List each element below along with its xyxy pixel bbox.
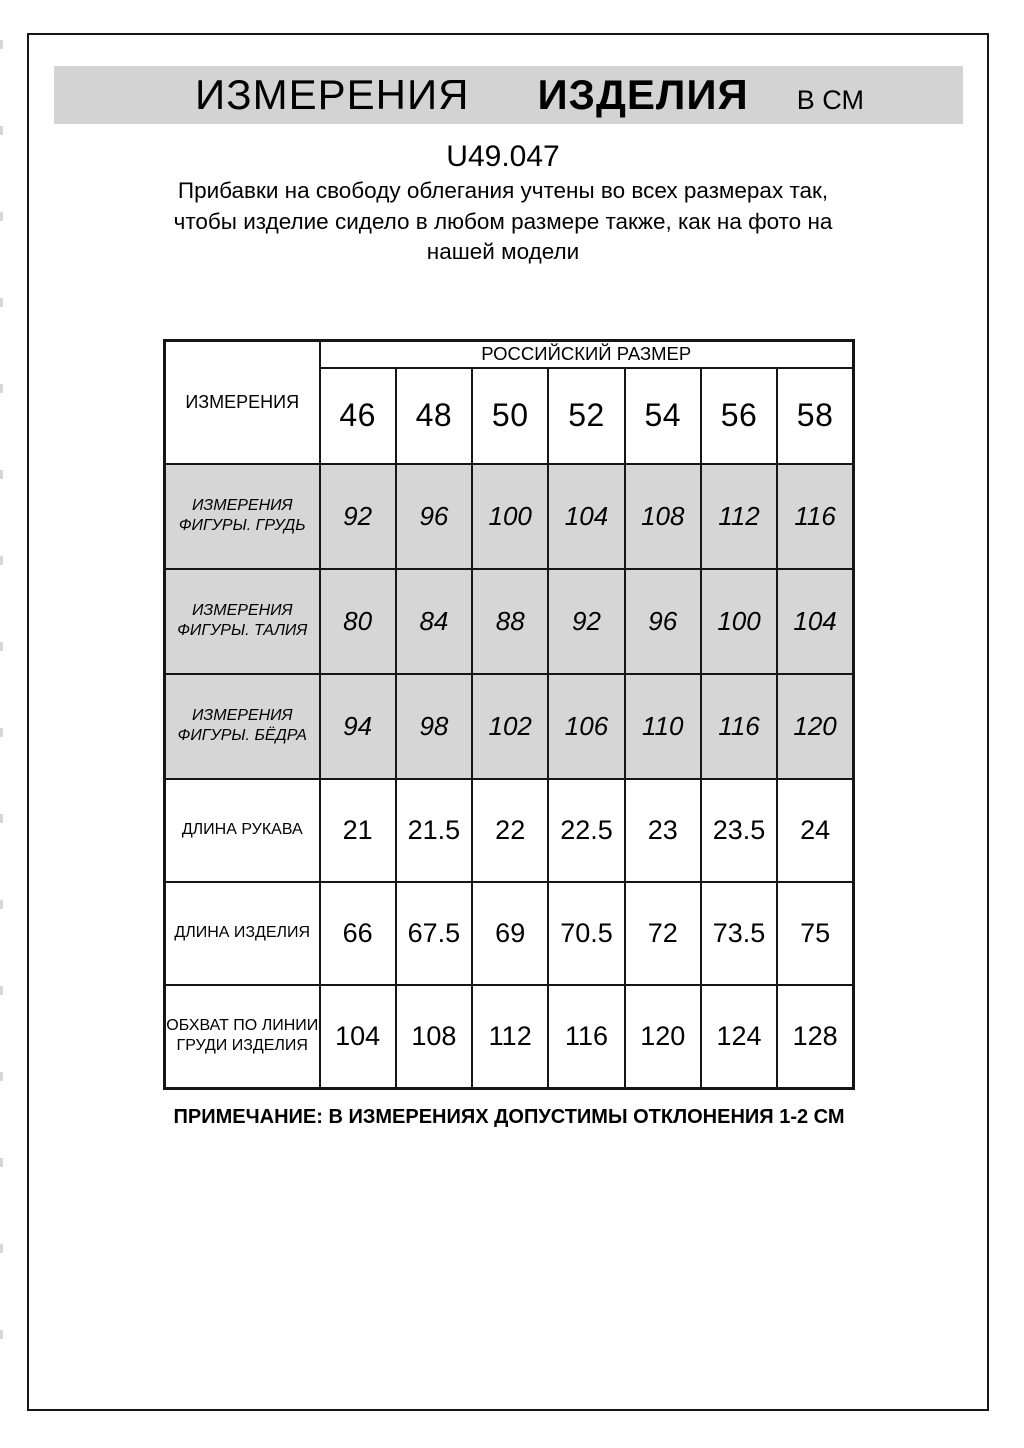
value-cell: 73.5 bbox=[701, 882, 777, 985]
value-cell: 112 bbox=[701, 464, 777, 569]
table-row-body-chest bbox=[165, 464, 854, 569]
row-label-cell: ИЗМЕРЕНИЯ ФИГУРЫ. ГРУДЬ bbox=[165, 464, 320, 569]
value-cell: 22 bbox=[472, 779, 548, 882]
value-cell: 22.5 bbox=[548, 779, 624, 882]
size-cell: 50 bbox=[472, 368, 548, 464]
fit-description-line: чтобы изделие сидело в любом размере также, как на фото на bbox=[173, 208, 833, 234]
russian-size-header-cell: РОССИЙСКИЙ РАЗМЕР bbox=[320, 341, 854, 368]
fit-description-line: Прибавки на свободу облегания учтены во всех размерах так, bbox=[177, 178, 829, 203]
value-cell: 75 bbox=[777, 882, 853, 985]
value-cell: 24 bbox=[777, 779, 853, 882]
value-cell: 100 bbox=[701, 569, 777, 674]
value-cell: 67.5 bbox=[396, 882, 472, 985]
value-cell: 70.5 bbox=[548, 882, 624, 985]
value-cell: 116 bbox=[548, 985, 624, 1089]
value-cell: 23.5 bbox=[701, 779, 777, 882]
measurements-table bbox=[163, 339, 855, 1090]
value-cell: 112 bbox=[472, 985, 548, 1089]
value-cell: 120 bbox=[777, 674, 853, 779]
value-cell: 80 bbox=[320, 569, 396, 674]
size-cell: 58 bbox=[777, 368, 853, 464]
value-cell: 96 bbox=[625, 569, 701, 674]
row-label-cell: ИЗМЕРЕНИЯ ФИГУРЫ. БЁДРА bbox=[165, 674, 320, 779]
title-bar bbox=[54, 66, 963, 124]
fit-description-line: нашей модели bbox=[426, 239, 580, 264]
table-row-item-length bbox=[165, 882, 854, 985]
title-product: ИЗДЕЛИЯ bbox=[537, 71, 749, 118]
value-cell: 116 bbox=[701, 674, 777, 779]
value-cell: 124 bbox=[701, 985, 777, 1089]
product-code: U49.047 bbox=[446, 140, 560, 173]
value-cell: 102 bbox=[472, 674, 548, 779]
tolerance-note: ПРИМЕЧАНИЕ: В ИЗМЕРЕНИЯХ ДОПУСТИМЫ ОТКЛОНЕНИЯ 1-2 СМ bbox=[173, 1106, 845, 1128]
fit-description bbox=[0, 176, 1006, 268]
value-cell: 84 bbox=[396, 569, 472, 674]
value-cell: 106 bbox=[548, 674, 624, 779]
value-cell: 88 bbox=[472, 569, 548, 674]
value-cell: 110 bbox=[625, 674, 701, 779]
size-cell: 56 bbox=[701, 368, 777, 464]
size-cell: 52 bbox=[548, 368, 624, 464]
table-row-sleeve-length bbox=[165, 779, 854, 882]
value-cell: 108 bbox=[396, 985, 472, 1089]
row-label-cell: ИЗМЕРЕНИЯ ФИГУРЫ. ТАЛИЯ bbox=[165, 569, 320, 674]
value-cell: 23 bbox=[625, 779, 701, 882]
value-cell: 94 bbox=[320, 674, 396, 779]
table-row bbox=[165, 341, 854, 368]
value-cell: 96 bbox=[396, 464, 472, 569]
row-label-cell: ОБХВАТ ПО ЛИНИИ ГРУДИ ИЗДЕЛИЯ bbox=[165, 985, 320, 1089]
value-cell: 21.5 bbox=[396, 779, 472, 882]
size-cell: 54 bbox=[625, 368, 701, 464]
table-row-item-chest-girth bbox=[165, 985, 854, 1089]
row-label-cell: ДЛИНА РУКАВА bbox=[165, 779, 320, 882]
title-measurements: ИЗМЕРЕНИЯ bbox=[195, 71, 470, 118]
value-cell: 72 bbox=[625, 882, 701, 985]
value-cell: 104 bbox=[777, 569, 853, 674]
value-cell: 100 bbox=[472, 464, 548, 569]
value-cell: 66 bbox=[320, 882, 396, 985]
value-cell: 108 bbox=[625, 464, 701, 569]
value-cell: 104 bbox=[548, 464, 624, 569]
value-cell: 21 bbox=[320, 779, 396, 882]
value-cell: 98 bbox=[396, 674, 472, 779]
table-row-body-hips bbox=[165, 674, 854, 779]
value-cell: 69 bbox=[472, 882, 548, 985]
size-cell: 48 bbox=[396, 368, 472, 464]
value-cell: 128 bbox=[777, 985, 853, 1089]
value-cell: 120 bbox=[625, 985, 701, 1089]
corner-header-cell: ИЗМЕРЕНИЯ bbox=[165, 341, 320, 464]
value-cell: 92 bbox=[548, 569, 624, 674]
row-label-cell: ДЛИНА ИЗДЕЛИЯ bbox=[165, 882, 320, 985]
value-cell: 92 bbox=[320, 464, 396, 569]
size-cell: 46 bbox=[320, 368, 396, 464]
title-unit-cm: В СМ bbox=[796, 85, 864, 115]
table-row-body-waist bbox=[165, 569, 854, 674]
value-cell: 104 bbox=[320, 985, 396, 1089]
value-cell: 116 bbox=[777, 464, 853, 569]
